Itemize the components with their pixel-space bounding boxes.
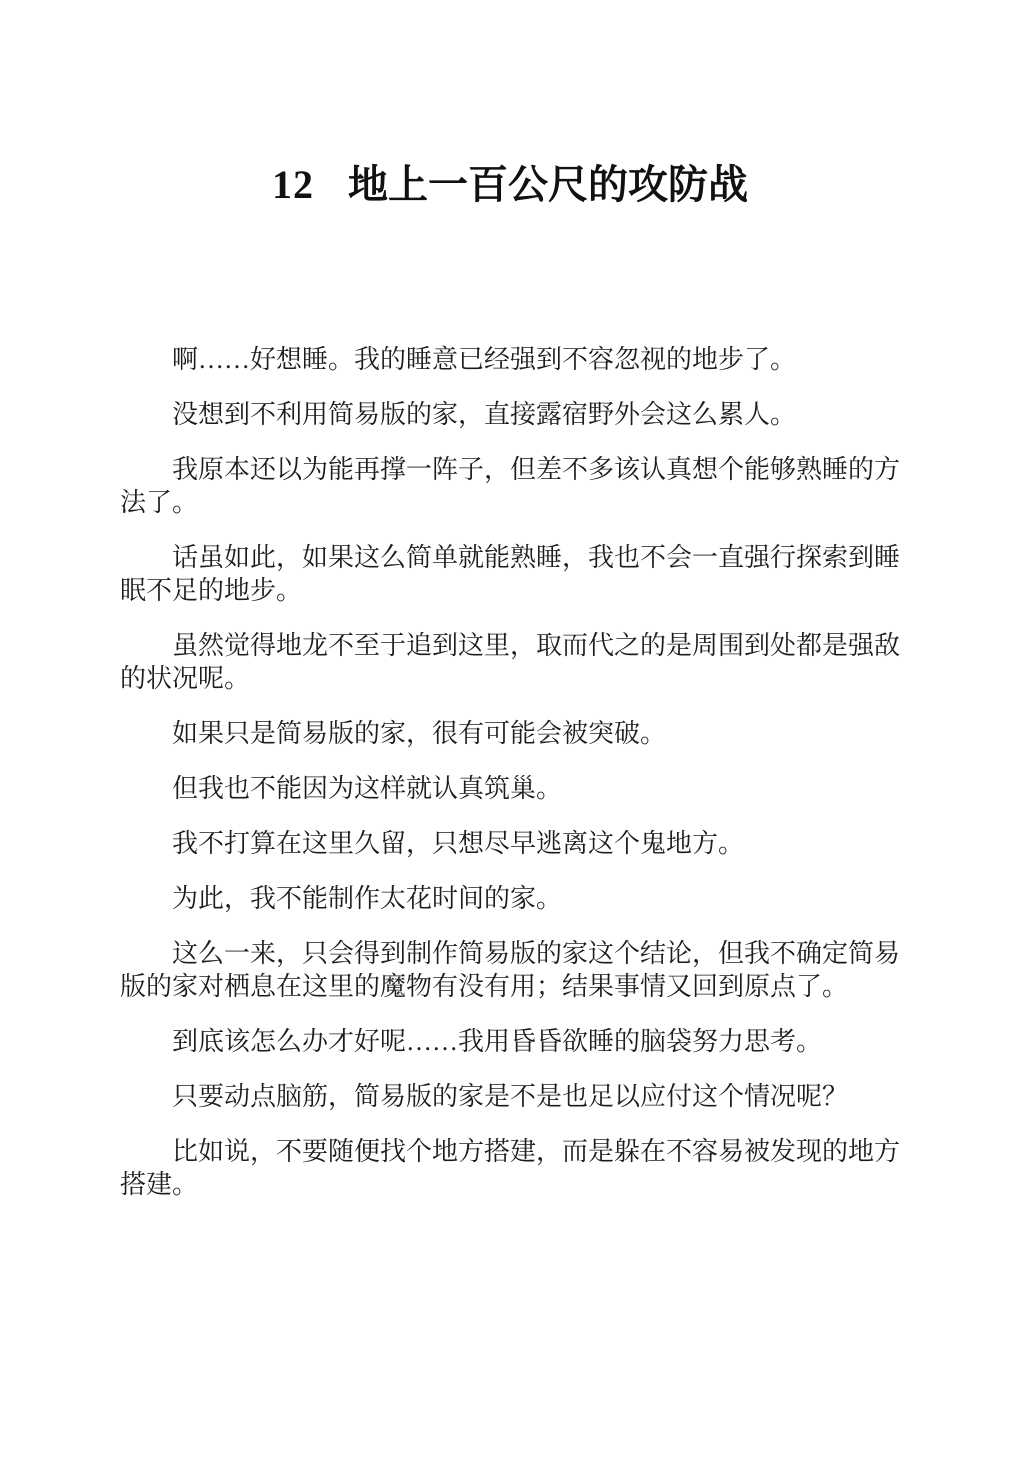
chapter-title-text: 地上一百公尺的攻防战 (348, 162, 748, 207)
paragraph: 为此，我不能制作太花时间的家。 (172, 884, 563, 913)
paragraph: 但我也不能因为这样就认真筑巢。 (172, 774, 563, 803)
paragraph: 只要动点脑筋，简易版的家是不是也足以应付这个情况呢？ (172, 1082, 849, 1111)
paragraph: 如果只是简易版的家，很有可能会被突破。 (172, 719, 667, 748)
paragraph: 话虽如此，如果这么简单就能熟睡，我也不会一直强行探索到睡眠不足的地步。 (120, 543, 901, 605)
paragraph: 虽然觉得地龙不至于追到这里，取而代之的是周围到处都是强敌的状况呢。 (120, 631, 901, 693)
paragraph: 啊……好想睡。我的睡意已经强到不容忽视的地步了。 (172, 345, 797, 374)
paragraph: 到底该怎么办才好呢……我用昏昏欲睡的脑袋努力思考。 (172, 1027, 823, 1056)
paragraph: 我原本还以为能再撑一阵子，但差不多该认真想个能够熟睡的方法了。 (120, 455, 901, 517)
paragraph: 比如说，不要随便找个地方搭建，而是躲在不容易被发现的地方搭建。 (120, 1137, 901, 1199)
paragraph: 没想到不利用简易版的家，直接露宿野外会这么累人。 (172, 400, 797, 429)
paragraph: 我不打算在这里久留，只想尽早逃离这个鬼地方。 (172, 829, 745, 858)
document-page (0, 160, 1020, 1480)
paragraph: 这么一来，只会得到制作简易版的家这个结论，但我不确定简易版的家对栖息在这里的魔物有没有用；结果事情又回到原点了。 (120, 939, 901, 1001)
chapter-number: 12 (272, 162, 314, 207)
body-text (120, 343, 900, 1201)
chapter-title (120, 160, 900, 210)
